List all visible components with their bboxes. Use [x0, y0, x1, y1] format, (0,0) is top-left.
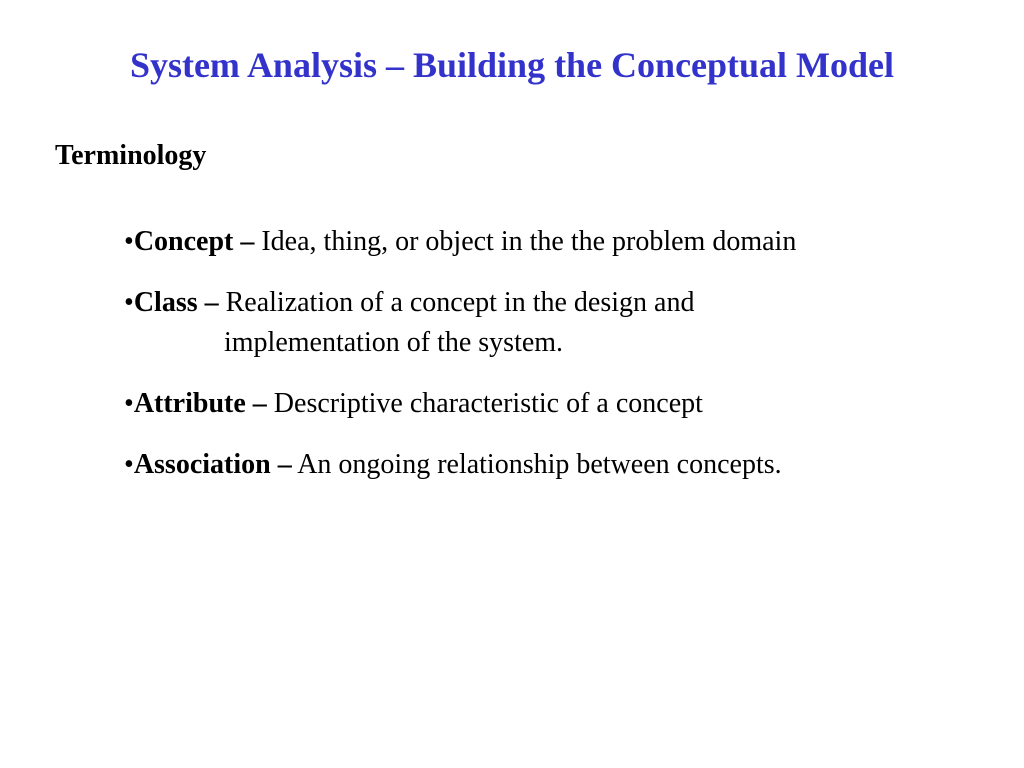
terminology-list	[124, 222, 1004, 506]
term-description-continuation: implementation of the system.	[224, 327, 564, 358]
term-description: An ongoing relationship between concepts.	[297, 449, 782, 480]
term-label: Attribute	[133, 388, 246, 419]
bullet-marker: •	[124, 226, 134, 257]
bullet-marker: •	[124, 388, 134, 419]
term-description: Idea, thing, or object in the the problem domain	[261, 226, 797, 257]
list-item-concept	[124, 222, 1004, 262]
slide-title: System Analysis – Building the Conceptual Model	[129, 45, 895, 85]
term-description: Descriptive characteristic of a concept	[273, 388, 703, 419]
term-dash: –	[240, 226, 255, 257]
bullet-marker: •	[124, 287, 134, 318]
term-label: Concept	[133, 226, 234, 257]
list-item-attribute	[124, 384, 1004, 424]
term-label: Class	[133, 287, 198, 318]
term-description: Realization of a concept in the design and	[225, 287, 695, 318]
term-dash: –	[277, 449, 292, 480]
term-label: Association	[133, 449, 271, 480]
section-heading: Terminology	[55, 140, 207, 171]
bullet-marker: •	[124, 449, 134, 480]
list-item-association	[124, 445, 1004, 485]
term-dash: –	[252, 388, 267, 419]
list-item-class	[124, 283, 1004, 363]
term-dash: –	[204, 287, 219, 318]
